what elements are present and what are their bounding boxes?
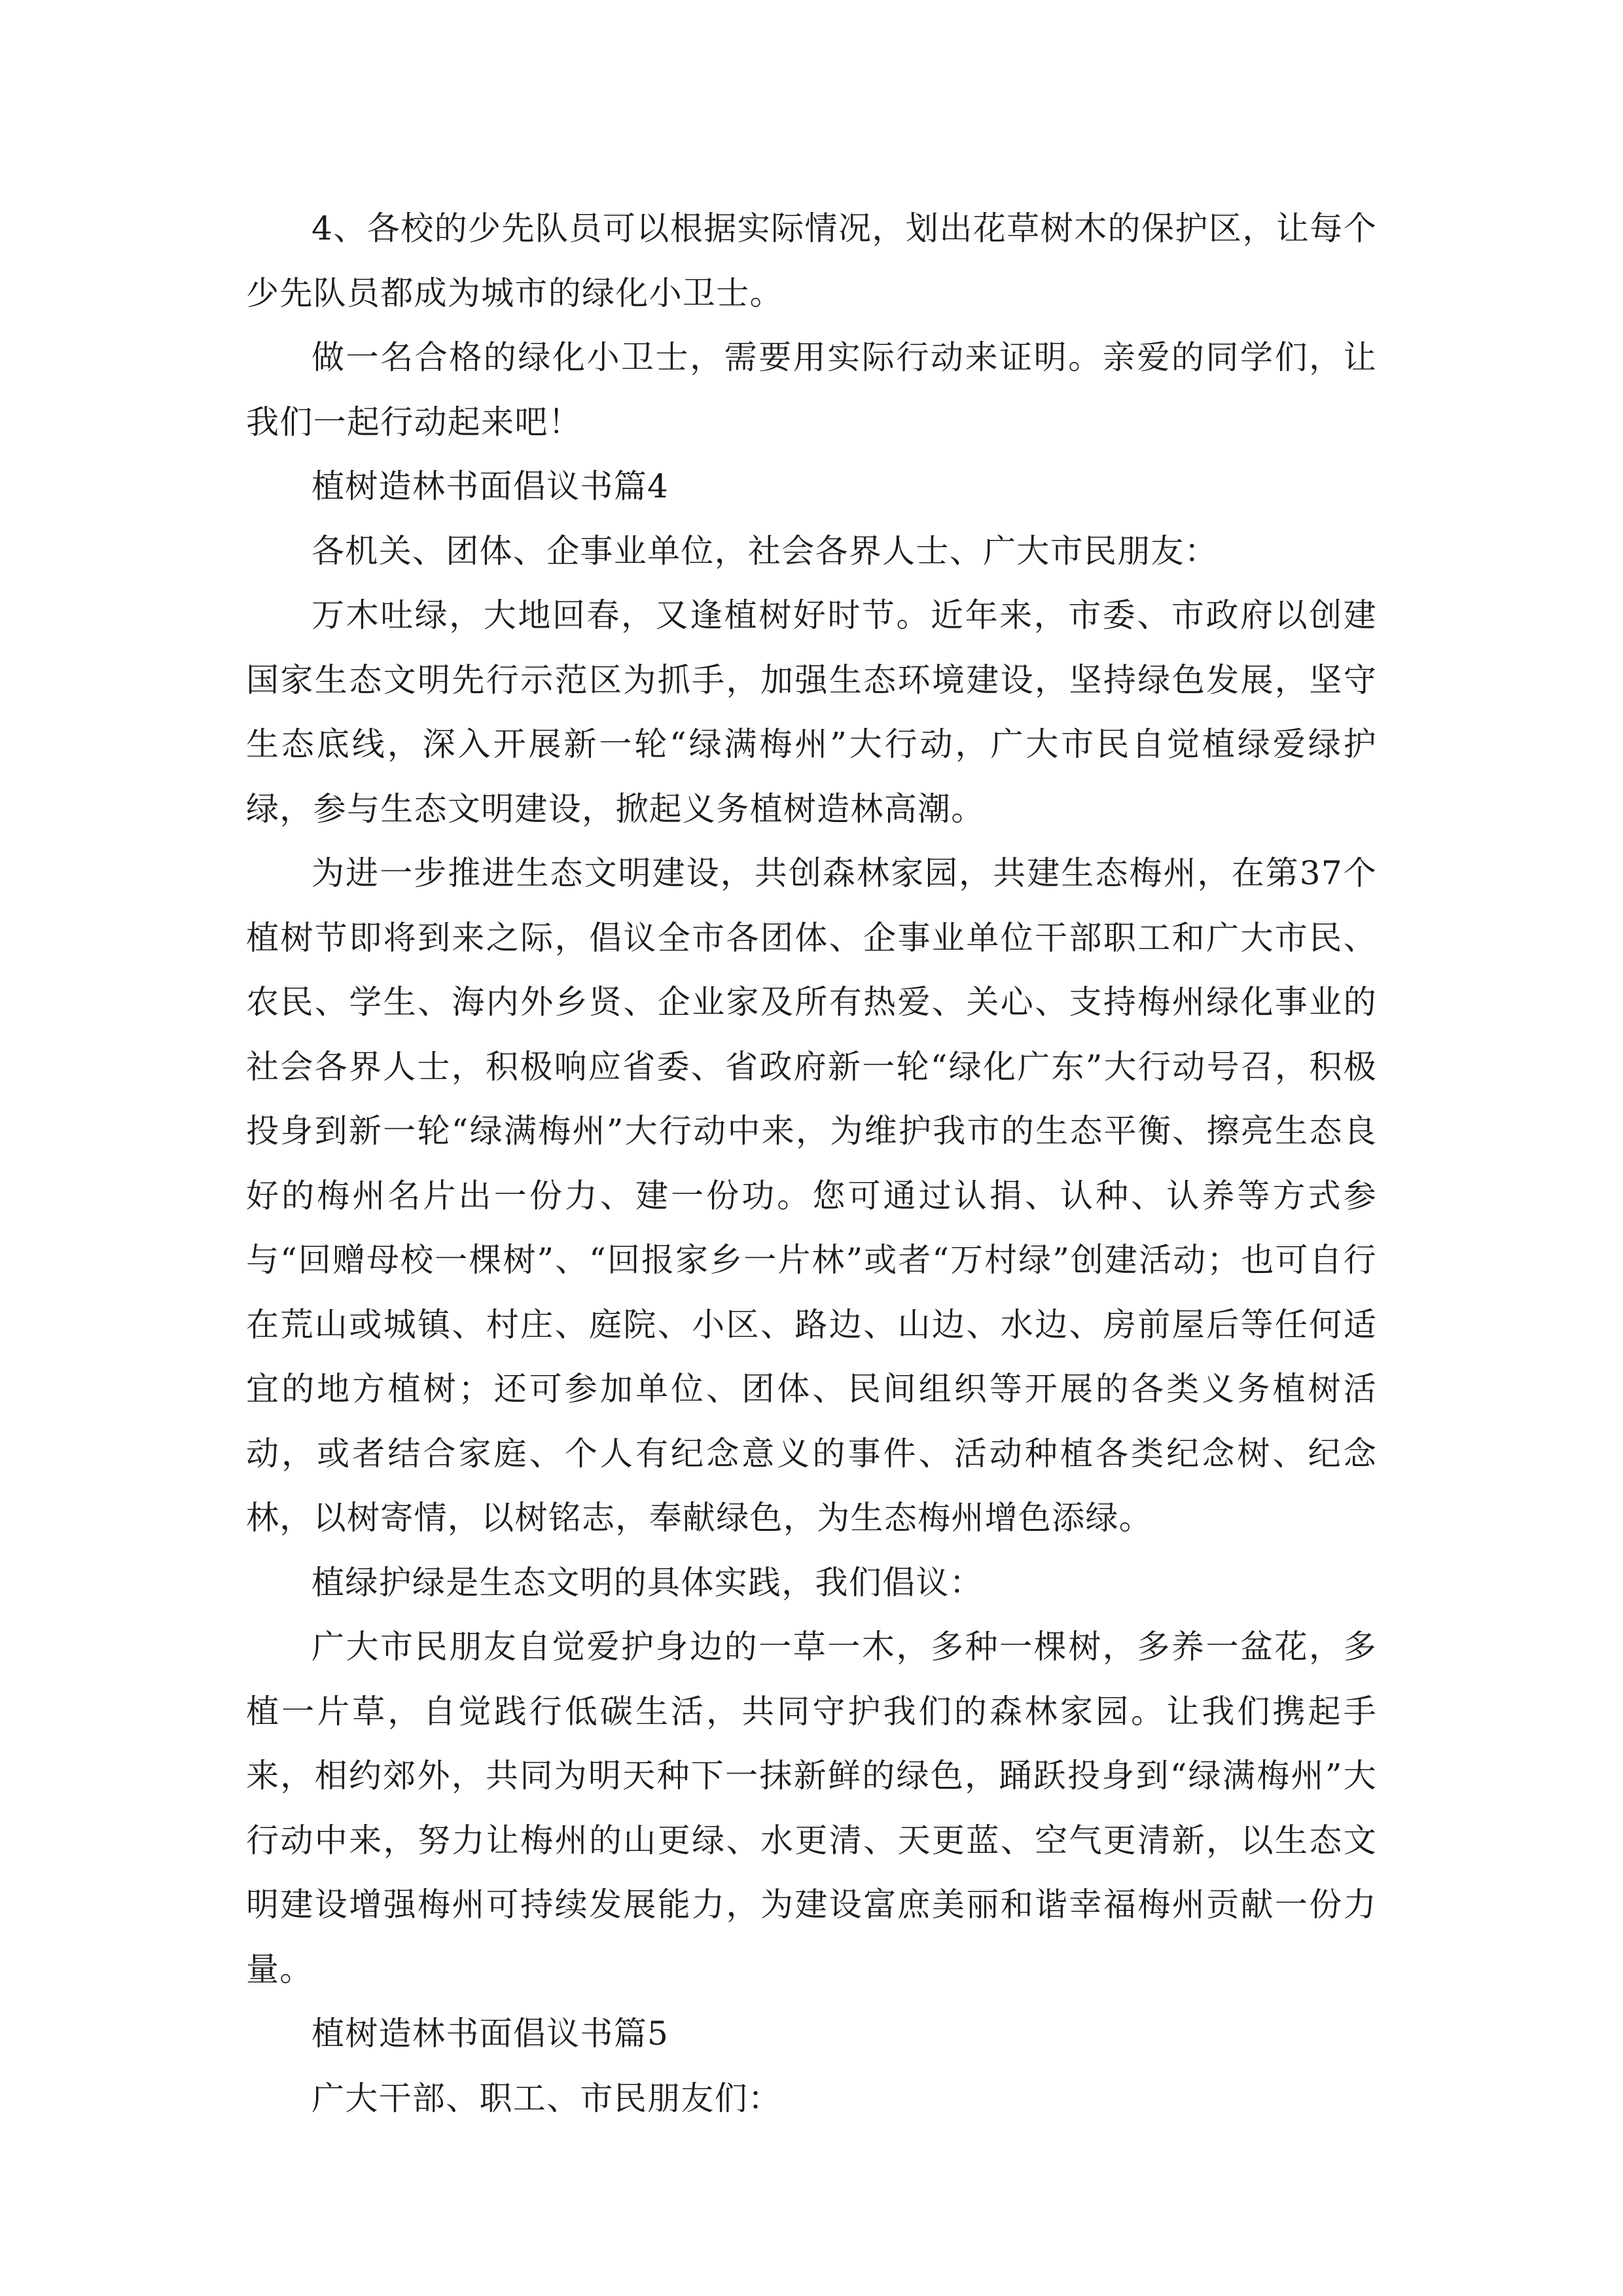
- paragraph-proposal: 为进一步推进生态文明建设，共创森林家园，共建生态梅州，在第37个植树节即将到来之际，倡议全市各团体、企事业单位干部职工和广大市民、农民、学生、海内外乡贤、企业家及所有热爱、关心、支持梅州绿化事业的社会各界人士，积极响应省委、省政府新一轮“绿化广东”大行动号召，积极投身到新一轮“绿满梅州”大行动中来，为维护我市的生态平衡、擦亮生态良好的梅州名片出一份力、建一份功。您可通过认捐、认种、认养等方式参与“回赠母校一棵树”、“回报家乡一片林”或者“万村绿”创建活动；也可自行在荒山或城镇、村庄、庭院、小区、路边、山边、水边、房前屋后等任何适宜的地方植树；还可参加单位、团体、民间组织等开展的各类义务植树活动，或者结合家庭、个人有纪念意义的事件、活动种植各类纪念树、纪念林，以树寄情，以树铭志，奉献绿色，为生态梅州增色添绿。: [246, 854, 1377, 1537]
- paragraph-closing-call: 做一名合格的绿化小卫士，需要用实际行动来证明。亲爱的同学们，让我们一起行动起来吧！: [246, 338, 1377, 441]
- paragraph-we-propose: 植绿护绿是生态文明的具体实践，我们倡议：: [312, 1563, 983, 1602]
- paragraph-item-4-protection-zone: 4、各校的少先队员可以根据实际情况，划出花草树木的保护区，让每个少先队员都成为城市的绿化小卫士。: [246, 209, 1377, 312]
- section-heading-5: 植树造林书面倡议书篇5: [312, 2015, 669, 2053]
- salutation-5: 广大干部、职工、市民朋友们：: [312, 2079, 782, 2117]
- paragraph-intro: 万木吐绿，大地回春，又逢植树好时节。近年来，市委、市政府以创建国家生态文明先行示范区为抓手，加强生态环境建设，坚持绿色发展，坚守生态底线，深入开展新一轮“绿满梅州”大行动，广大市民自觉植绿爱绿护绿，参与生态文明建设，掀起义务植树造林高潮。: [246, 596, 1377, 828]
- section-heading-4: 植树造林书面倡议书篇4: [312, 467, 669, 505]
- document-body: [246, 196, 1377, 2130]
- paragraph-citizens: 广大市民朋友自觉爱护身边的一草一木，多种一棵树，多养一盆花，多植一片草，自觉践行低碳生活，共同守护我们的森林家园。让我们携起手来，相约郊外，共同为明天种下一抹新鲜的绿色，踊跃投身到“绿满梅州”大行动中来，努力让梅州的山更绿、水更清、天更蓝、空气更清新，以生态文明建设增强梅州可持续发展能力，为建设富庶美丽和谐幸福梅州贡献一份力量。: [246, 1628, 1377, 1988]
- salutation-4: 各机关、团体、企事业单位，社会各界人士、广大市民朋友：: [312, 531, 1219, 570]
